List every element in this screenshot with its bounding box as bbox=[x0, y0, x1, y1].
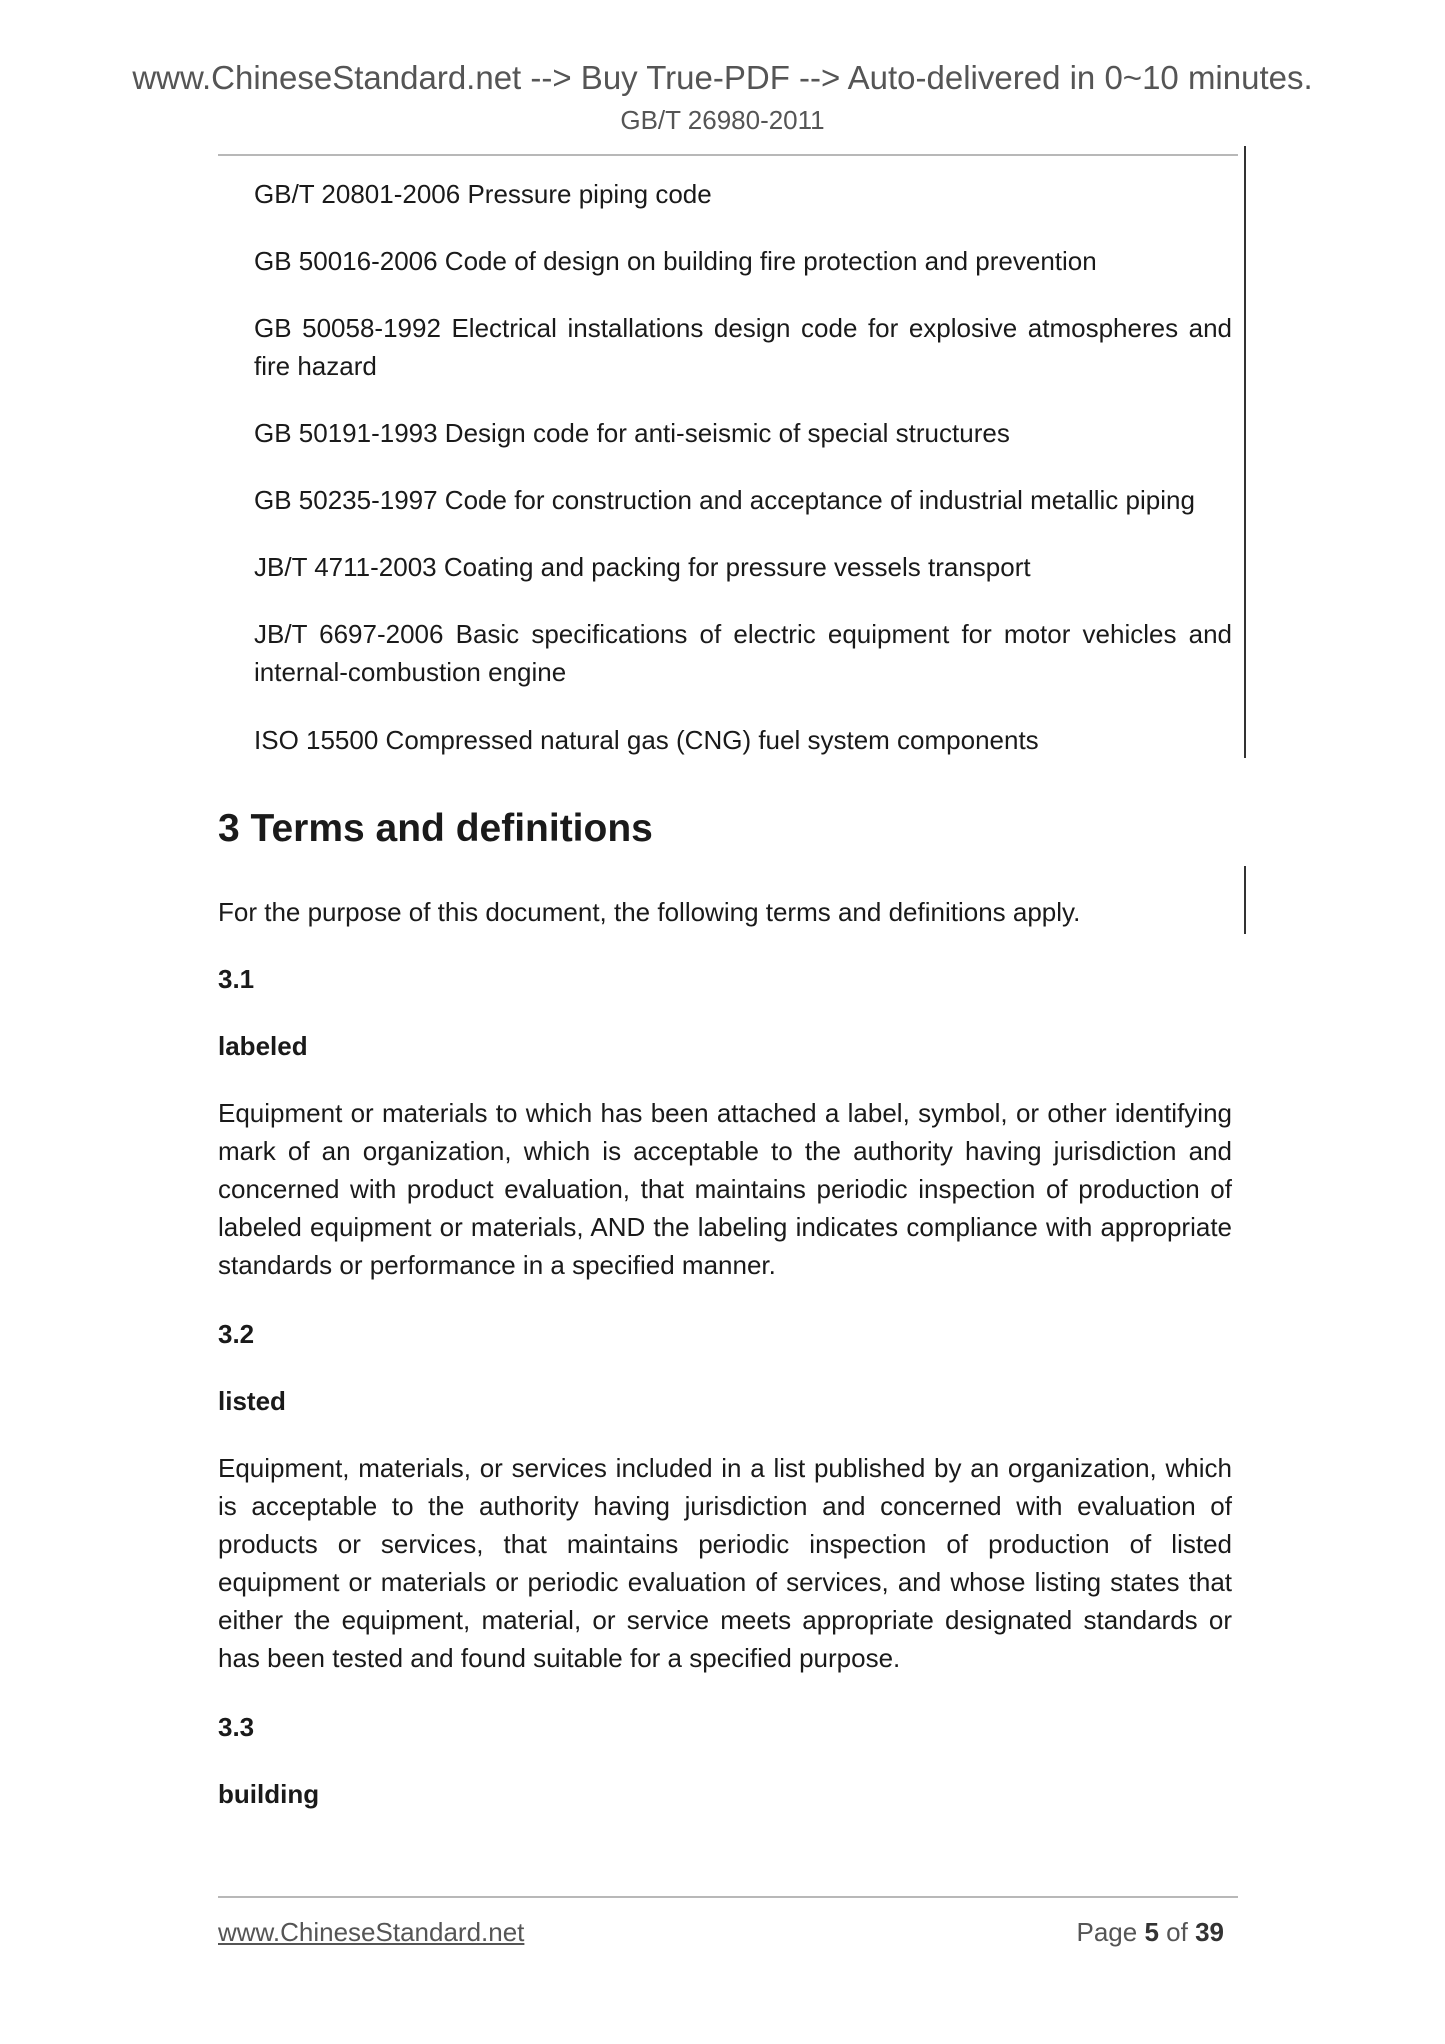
term-definition: Equipment or materials to which has been attached a label, symbol, or other identifying mark of an organization, which is acceptable to the authority having jurisdiction and concerned with product evaluation, that maintains periodic inspection of production of labeled equipment or materials, AND the labeling indicates compliance with appropriate standards or performance in a specified manner. bbox=[218, 1098, 1232, 1280]
page-counter bbox=[1076, 1913, 1224, 1951]
page-of: of bbox=[1166, 1917, 1188, 1947]
section-heading: 3 Terms and definitions bbox=[218, 807, 653, 850]
term-name: building bbox=[218, 1779, 320, 1809]
page-label: Page bbox=[1076, 1917, 1138, 1947]
reference-item: JB/T 6697-2006 Basic specifications of electric equipment for motor vehicles and internal-combustion engine bbox=[254, 619, 1232, 687]
reference-item: GB 50016-2006 Code of design on building fire protection and prevention bbox=[254, 246, 1097, 276]
change-bar bbox=[1244, 146, 1246, 758]
term-name: listed bbox=[218, 1386, 286, 1416]
standard-code: GB/T 26980-2011 bbox=[620, 105, 825, 135]
reference-item: JB/T 4711-2003 Coating and packing for pressure vessels transport bbox=[254, 552, 1031, 582]
reference-item: ISO 15500 Compressed natural gas (CNG) fuel system components bbox=[254, 725, 1039, 755]
change-bar bbox=[1244, 866, 1246, 934]
header-divider bbox=[218, 154, 1238, 156]
term-number: 3.1 bbox=[218, 964, 255, 994]
term-name: labeled bbox=[218, 1031, 308, 1061]
term-definition: Equipment, materials, or services included in a list published by an organization, which is acceptable to the authority having jurisdiction and concerned with evaluation of products or services, that maintains periodic inspection of production of listed equipment or materials or periodic evaluation of services, and whose listing states that either the equipment, material, or service meets appropriate designated standards or has been tested and found suitable for a specified purpose. bbox=[218, 1453, 1232, 1673]
footer-divider bbox=[218, 1896, 1238, 1898]
term-number: 3.3 bbox=[218, 1712, 255, 1742]
footer-website-link[interactable]: www.ChineseStandard.net bbox=[218, 1917, 525, 1947]
reference-item: GB 50058-1992 Electrical installations design code for explosive atmospheres and fire hazard bbox=[254, 313, 1232, 381]
term-number: 3.2 bbox=[218, 1319, 255, 1349]
reference-item: GB 50191-1993 Design code for anti-seismic of special structures bbox=[254, 418, 1010, 448]
top-banner: www.ChineseStandard.net --> Buy True-PDF --> Auto-delivered in 0~10 minutes. bbox=[132, 59, 1313, 96]
page-current: 5 bbox=[1144, 1917, 1159, 1947]
section-intro: For the purpose of this document, the following terms and definitions apply. bbox=[218, 897, 1081, 927]
reference-item: GB 50235-1997 Code for construction and acceptance of industrial metallic piping bbox=[254, 485, 1195, 515]
page-total: 39 bbox=[1195, 1917, 1224, 1947]
reference-item: GB/T 20801-2006 Pressure piping code bbox=[254, 179, 712, 209]
